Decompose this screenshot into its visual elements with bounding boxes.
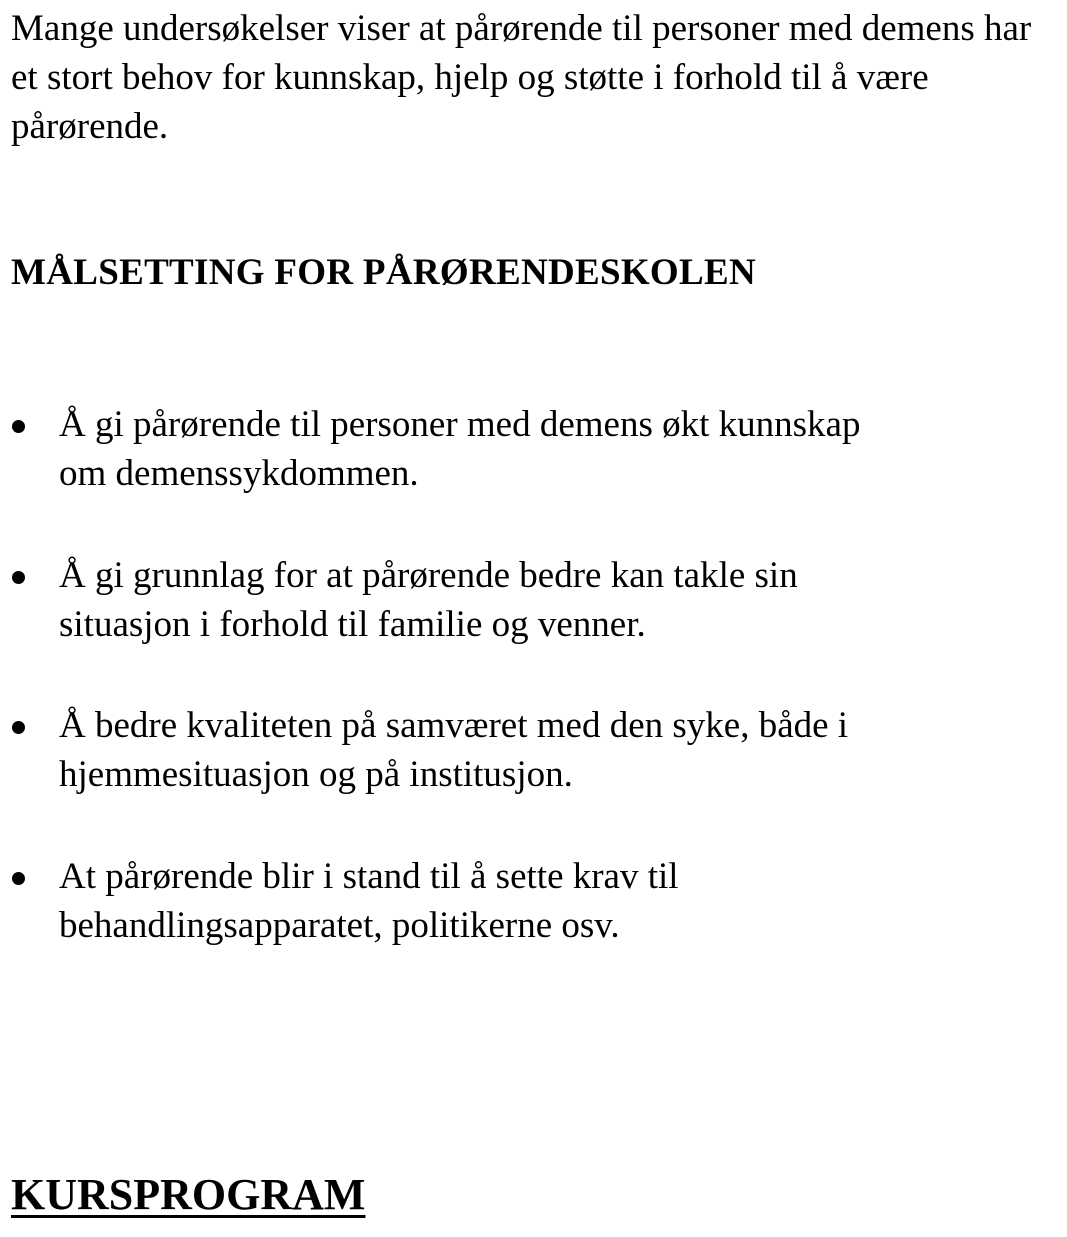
- bullet-icon: [12, 571, 25, 584]
- program-heading: KURSPROGRAM: [11, 1170, 366, 1219]
- goal-text: [59, 551, 1049, 649]
- bullet-icon: [12, 872, 25, 885]
- goals-heading: MÅLSETTING FOR PÅRØRENDESKOLEN: [11, 252, 756, 293]
- goal-line: om demenssykdommen.: [59, 453, 419, 494]
- bullet-icon: [12, 721, 25, 734]
- goal-line: Å gi grunnlag for at pårørende bedre kan takle sin: [59, 555, 798, 596]
- goal-line: behandlingsapparatet, politikerne osv.: [59, 905, 620, 946]
- goal-line: At pårørende blir i stand til å sette krav til: [59, 856, 679, 897]
- intro-text: Mange undersøkelser viser at pårørende til personer med demens har et stort behov for kunnskap, hjelp og støtte i forhold til å være pårørende.: [11, 8, 1032, 147]
- goal-text: [59, 852, 1049, 950]
- goal-line: situasjon i forhold til familie og venner.: [59, 604, 646, 645]
- intro-paragraph: [11, 4, 1051, 151]
- goal-text: [59, 400, 1049, 498]
- goal-line: hjemmesituasjon og på institusjon.: [59, 754, 573, 795]
- goal-line: Å bedre kvaliteten på samværet med den syke, både i: [59, 705, 849, 746]
- goal-text: [59, 701, 1049, 799]
- goal-line: Å gi pårørende til personer med demens økt kunnskap: [59, 404, 861, 445]
- bullet-icon: [12, 420, 25, 433]
